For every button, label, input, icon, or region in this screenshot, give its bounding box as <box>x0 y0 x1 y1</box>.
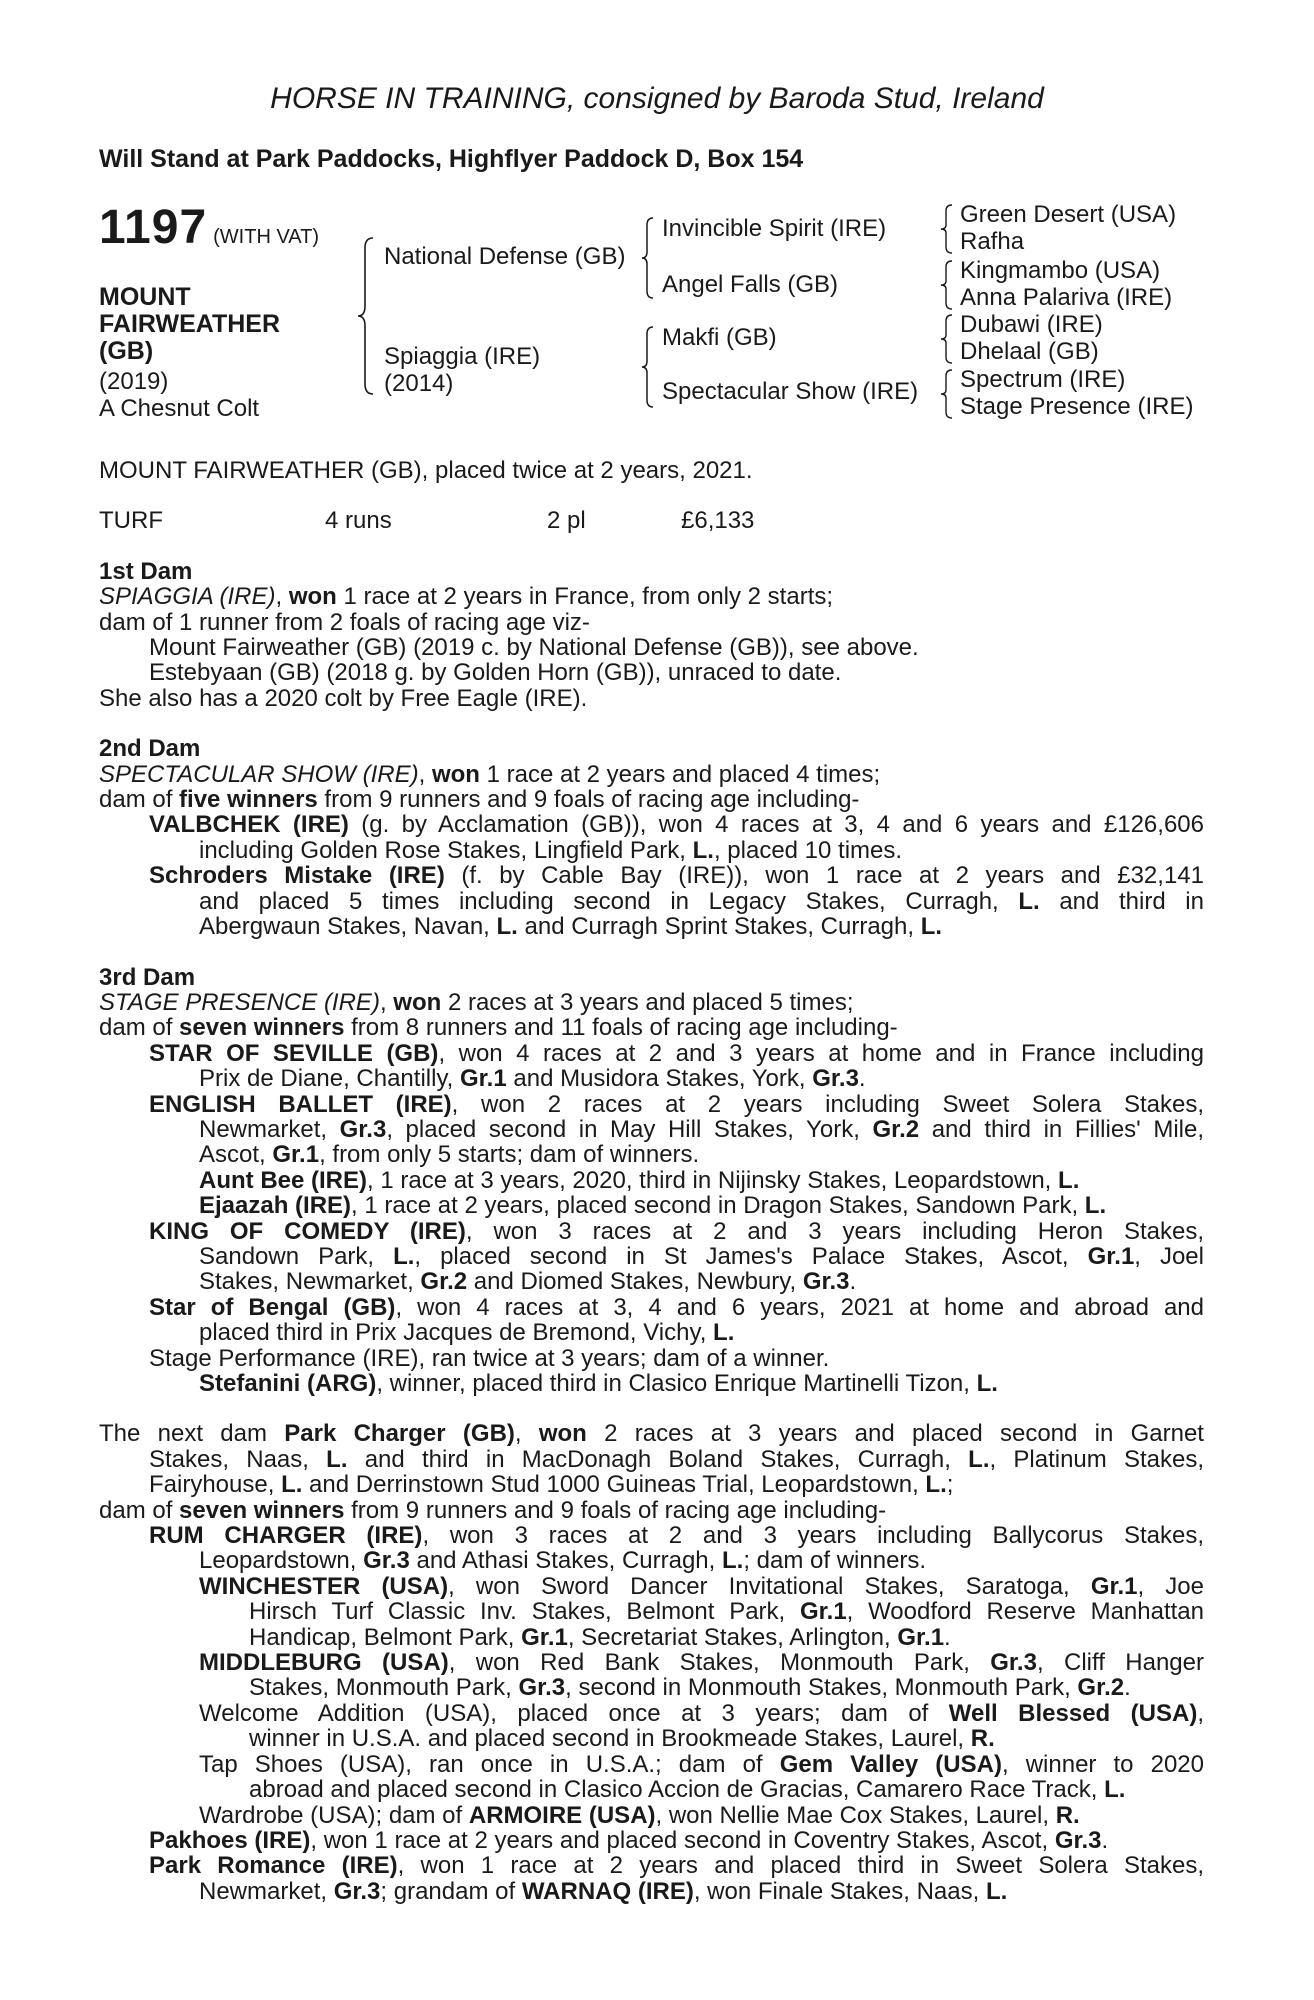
text: ARMOIRE (USA) <box>468 1801 656 1829</box>
text: from 8 runners and 11 foals of racing age including- <box>344 1014 898 1042</box>
text: dam of <box>99 1496 180 1524</box>
pedigree-brace-sire <box>640 216 656 300</box>
text: L. <box>976 1370 998 1397</box>
dam2-produce <box>99 863 1204 888</box>
text: Hirsch Turf Classic Inv. Stakes, Belmont Park, <box>249 1598 800 1626</box>
text: . <box>1124 1674 1131 1702</box>
text: L. <box>692 836 714 864</box>
text: . <box>944 1623 951 1651</box>
text: Gr.2 <box>420 1268 468 1296</box>
dam1-line: She also has a 2020 colt by Free Eagle (IRE). <box>99 684 588 712</box>
text: , placed second in May Hill Stakes, York, <box>386 1115 873 1143</box>
text: Star of Bengal (GB) <box>149 1293 396 1321</box>
pedigree-ssd: Rafha <box>960 228 1025 255</box>
text: , <box>275 583 289 611</box>
race-summary: MOUNT FAIRWEATHER (GB), placed twice at 2 years, 2021. <box>99 457 753 484</box>
pedigree-ds: Makfi (GB) <box>662 324 777 351</box>
pedigree-brace-dam <box>640 325 656 409</box>
text: , won Sword Dancer Invitational Stakes, Saratoga, <box>448 1572 1091 1600</box>
dam1-line: dam of 1 runner from 2 foals of racing age viz- <box>99 608 590 636</box>
text: won <box>538 1420 587 1448</box>
text: Gr.2 <box>1077 1674 1125 1702</box>
text: , 1 race at 3 years, 2020, third in Nijinsky Stakes, Leopardstown, <box>367 1166 1059 1194</box>
pedigree-brace-main <box>355 236 377 396</box>
text: , won 1 race at 2 years and placed second in Coventry Stakes, Ascot, <box>310 1826 1055 1854</box>
dam4-line <box>99 1421 1204 1446</box>
dam3-produce: Stage Performance (IRE), ran twice at 3 years; dam of a winner. <box>149 1344 830 1372</box>
text: Gr.3 <box>518 1674 566 1702</box>
text: L. <box>1018 887 1040 915</box>
text: , won Finale Stakes, Naas, <box>693 1877 986 1905</box>
dam3-produce <box>99 1117 1204 1142</box>
dam3-produce <box>99 1219 1204 1244</box>
dam3-produce <box>99 1066 1204 1091</box>
text: Wardrobe (USA); dam of <box>199 1801 469 1829</box>
text: dam of <box>99 1014 180 1042</box>
text: Schroders Mistake (IRE) <box>149 862 445 890</box>
text: Leopardstown, <box>199 1547 364 1575</box>
text: , placed second in St James's Palace Stakes, Ascot, <box>414 1242 1088 1270</box>
text: L. <box>281 1471 303 1499</box>
text: Gr.1 <box>897 1623 945 1651</box>
text: Gr.1 <box>1090 1572 1138 1600</box>
dam1-heading: 1st Dam <box>99 557 193 585</box>
dam2-produce <box>99 838 1204 863</box>
pedigree-sire: National Defense (GB) <box>384 243 626 270</box>
text: L. <box>985 1877 1008 1905</box>
text: , second in Monmouth Stakes, Monmouth Park, <box>565 1674 1078 1702</box>
text: and third in <box>1039 887 1204 915</box>
text: five winners <box>179 786 318 814</box>
lot-number-block <box>99 200 319 255</box>
pedigree-dss: Dubawi (IRE) <box>960 311 1103 338</box>
text: L. <box>1104 1776 1126 1804</box>
text: and Athasi Stakes, Curragh, <box>409 1547 722 1575</box>
text: MIDDLEBURG (USA) <box>199 1649 449 1677</box>
text: , won Nellie Mae Cox Stakes, Laurel, <box>655 1801 1056 1829</box>
text: 1 race at 2 years in France, from only 2 starts; <box>336 583 834 611</box>
dam4-line <box>99 1498 1204 1523</box>
stand-location: Will Stand at Park Paddocks, Highflyer Paddock D, Box 154 <box>99 145 804 173</box>
text: , won 4 races at 2 and 3 years at home and in France including <box>438 1039 1205 1067</box>
pedigree-sss: Green Desert (USA) <box>960 201 1177 228</box>
text: Ascot, <box>199 1141 273 1169</box>
text: STAR OF SEVILLE (GB) <box>149 1039 439 1067</box>
dam3-line <box>99 990 1204 1015</box>
page-title: HORSE IN TRAINING, consigned by Baroda Stud, Ireland <box>270 82 1044 115</box>
text: Well Blessed (USA) <box>948 1699 1198 1727</box>
text: and Derrinstown Stud 1000 Guineas Trial, Leopardstown, <box>302 1471 926 1499</box>
pedigree-brace-ds <box>940 313 954 365</box>
dam3-produce <box>99 1269 1204 1294</box>
text: Sandown Park, <box>199 1242 394 1270</box>
text: seven winners <box>179 1014 345 1042</box>
text: placed third in Prix Jacques de Bremond, Vichy, <box>199 1319 714 1347</box>
dam4-produce <box>99 1599 1204 1624</box>
pedigree-sdd: Anna Palariva (IRE) <box>960 284 1173 311</box>
dam4-produce <box>99 1675 1204 1700</box>
dam-name: SPIAGGIA (IRE) <box>99 583 276 611</box>
pedigree-brace-dd <box>940 368 954 420</box>
text: , placed 10 times. <box>713 836 903 864</box>
pedigree-dam: Spiaggia (IRE) <box>384 343 541 370</box>
text: ; grandam of <box>380 1877 522 1905</box>
text: Ejaazah (IRE) <box>199 1192 352 1220</box>
dam4-produce <box>99 1777 1204 1802</box>
text: , Joel <box>1134 1242 1204 1270</box>
text: L. <box>925 1471 947 1499</box>
text: Handicap, Belmont Park, <box>249 1623 522 1651</box>
dam4-produce <box>99 1701 1204 1726</box>
text: , Cliff Hanger <box>1036 1649 1204 1677</box>
text: The next dam <box>99 1420 285 1448</box>
dam3-produce <box>99 1244 1204 1269</box>
text: VALBCHEK (IRE) <box>149 811 349 839</box>
dam-name: STAGE PRESENCE (IRE) <box>99 988 380 1016</box>
dam3-produce <box>99 1142 1204 1167</box>
pedigree-dds: Spectrum (IRE) <box>960 366 1126 393</box>
text: won <box>393 988 442 1016</box>
record-surface: TURF <box>99 507 163 535</box>
dam3-produce <box>99 1193 1204 1218</box>
text: seven winners <box>179 1496 345 1524</box>
text: Tap Shoes (USA), ran once in U.S.A.; dam of <box>199 1750 780 1778</box>
text: and Diomed Stakes, Newbury, <box>467 1268 803 1296</box>
dam4-produce <box>99 1828 1204 1853</box>
dam3-produce <box>99 1295 1204 1320</box>
text: from 9 runners and 9 foals of racing age including- <box>317 786 860 814</box>
text: dam of <box>99 786 180 814</box>
text: , Platinum Stakes, <box>989 1445 1205 1473</box>
horse-name-line: FAIRWEATHER <box>99 310 281 338</box>
record-placed: 2 pl <box>547 507 586 535</box>
text: , Joe <box>1137 1572 1205 1600</box>
dam4-line <box>99 1447 1204 1472</box>
race-record <box>99 508 1204 533</box>
text: , <box>514 1420 539 1448</box>
pedigree-dd: Spectacular Show (IRE) <box>662 378 919 405</box>
text: Newmarket, <box>199 1115 340 1143</box>
text: WINCHESTER (USA) <box>199 1572 449 1600</box>
dam4-produce <box>99 1726 1204 1751</box>
dam3-produce <box>99 1041 1204 1066</box>
text: RUM CHARGER (IRE) <box>149 1522 423 1550</box>
text: 2 races at 3 years and placed second in Garnet <box>586 1420 1204 1448</box>
dam1-line <box>99 584 1204 609</box>
text: , won 3 races at 2 and 3 years including Ballycorus Stakes, <box>422 1522 1205 1550</box>
text: and Musidora Stakes, York, <box>506 1065 813 1093</box>
dam1-produce: Estebyaan (GB) (2018 g. by Golden Horn (GB)), unraced to date. <box>149 659 842 687</box>
text: and placed 5 times including second in Legacy Stakes, Curragh, <box>199 887 1019 915</box>
text: , winner, placed third in Clasico Enrique Martinelli Tizon, <box>376 1370 977 1397</box>
dam2-produce <box>99 914 1204 939</box>
text: Park Charger (GB) <box>284 1420 515 1448</box>
text: . <box>1101 1826 1109 1854</box>
record-runs: 4 runs <box>325 507 392 535</box>
dam2-heading: 2nd Dam <box>99 735 201 763</box>
text: Gr.3 <box>1054 1826 1102 1854</box>
text: and third in MacDonagh Boland Stakes, Curragh, <box>347 1445 969 1473</box>
text: Park Romance (IRE) <box>149 1852 398 1880</box>
dam2-produce <box>99 889 1204 914</box>
pedigree-dam-year: (2014) <box>384 370 454 397</box>
text: Stakes, Monmouth Park, <box>249 1674 519 1702</box>
text: Gr.1 <box>1087 1242 1135 1270</box>
dam1-produce: Mount Fairweather (GB) (2019 c. by National Defense (GB)), see above. <box>149 634 919 662</box>
text: Gr.3 <box>802 1268 850 1296</box>
text: , <box>1197 1699 1204 1727</box>
text: Stakes, Naas, <box>149 1445 327 1473</box>
text: ; <box>946 1471 954 1499</box>
dam4-produce <box>99 1879 1204 1904</box>
text: , <box>418 760 432 788</box>
text: . <box>858 1065 866 1093</box>
dam3-line <box>99 1015 1204 1040</box>
text: . <box>849 1268 857 1296</box>
pedigree-dsd: Dhelaal (GB) <box>960 338 1099 365</box>
text: WARNAQ (IRE) <box>521 1877 694 1905</box>
dam4-produce <box>99 1523 1204 1548</box>
text: winner in U.S.A. and placed second in Brookmeade Stakes, Laurel, <box>249 1725 971 1753</box>
text: L. <box>920 913 943 941</box>
text: , won Red Bank Stakes, Monmouth Park, <box>448 1649 991 1677</box>
text: ENGLISH BALLET (IRE) <box>149 1090 452 1118</box>
text: won <box>288 583 337 611</box>
dam4-produce <box>99 1574 1204 1599</box>
text: , Woodford Reserve Manhattan <box>846 1598 1204 1626</box>
dam3-produce <box>99 1092 1204 1117</box>
text: , won 1 race at 2 years and placed third in Sweet Solera Stakes, <box>397 1852 1205 1880</box>
dam4-produce <box>99 1803 1204 1828</box>
dam4-produce <box>99 1625 1204 1650</box>
text: L. <box>1084 1192 1107 1220</box>
text: Gr.1 <box>272 1141 320 1169</box>
horse-name-line: (GB) <box>99 337 154 365</box>
text: Gr.3 <box>812 1065 859 1093</box>
dam2-line <box>99 787 1204 812</box>
text: , won 2 races at 2 years including Sweet Solera Stakes, <box>451 1090 1205 1118</box>
text: , won 4 races at 3, 4 and 6 years, 2021 at home and abroad and <box>395 1293 1204 1321</box>
text: Stefanini (ARG) <box>199 1370 377 1397</box>
text: Fairyhouse, <box>149 1471 282 1499</box>
text: 2 races at 3 years and placed 5 times; <box>441 988 854 1016</box>
record-earnings: £6,133 <box>681 507 755 535</box>
text: Gr.3 <box>363 1547 410 1575</box>
dam3-produce <box>99 1320 1204 1345</box>
dam4-produce <box>99 1650 1204 1675</box>
text: Welcome Addition (USA), placed once at 3 years; dam of <box>199 1699 949 1727</box>
text: and third in Fillies' Mile, <box>919 1115 1205 1143</box>
lot-number: 1197 <box>99 201 208 254</box>
text: L. <box>496 913 518 941</box>
dam2-line <box>99 762 1204 787</box>
text: Pakhoes (IRE) <box>149 1826 311 1854</box>
pedigree-brace-sd <box>940 259 954 311</box>
text: L. <box>722 1547 744 1575</box>
text: L. <box>326 1445 348 1473</box>
text: Stakes, Newmarket, <box>199 1268 421 1296</box>
text: L. <box>1058 1166 1080 1194</box>
horse-meta <box>99 368 259 422</box>
text: ; dam of winners. <box>743 1547 927 1575</box>
dam2-produce <box>99 812 1204 837</box>
text: Gr.1 <box>521 1623 568 1651</box>
text: Gr.3 <box>339 1115 387 1143</box>
dam3-produce <box>99 1168 1204 1193</box>
text: Gr.2 <box>872 1115 920 1143</box>
text: L. <box>713 1319 735 1347</box>
horse-name <box>99 284 280 365</box>
text: (f. by Cable Bay (IRE)), won 1 race at 2 years and £32,141 <box>444 862 1204 890</box>
text: L. <box>393 1242 415 1270</box>
dam-name: SPECTACULAR SHOW (IRE) <box>99 760 419 788</box>
text: Newmarket, <box>199 1877 334 1905</box>
text: Gr.1 <box>799 1598 847 1626</box>
dam4-produce <box>99 1853 1204 1878</box>
foaling-year: (2019) <box>99 368 169 395</box>
text: Gr.3 <box>990 1649 1037 1677</box>
text: L. <box>968 1445 990 1473</box>
vat-note: (WITH VAT) <box>213 226 320 248</box>
pedigree-sds: Kingmambo (USA) <box>960 257 1161 284</box>
text: , 1 race at 2 years, placed second in Dragon Stakes, Sandown Park, <box>351 1192 1085 1220</box>
horse-name-line: MOUNT <box>99 283 191 311</box>
text: from 9 runners and 9 foals of racing age including- <box>344 1496 887 1524</box>
dam4-line <box>99 1472 1204 1497</box>
text: Abergwaun Stakes, Navan, <box>199 913 497 941</box>
text: Gr.3 <box>333 1877 381 1905</box>
pedigree-ddd: Stage Presence (IRE) <box>960 393 1194 420</box>
text: KING OF COMEDY (IRE) <box>149 1217 466 1245</box>
pedigree-sd: Angel Falls (GB) <box>662 271 839 298</box>
text: and Curragh Sprint Stakes, Curragh, <box>517 913 921 941</box>
text: including Golden Rose Stakes, Lingfield Park, <box>199 836 693 864</box>
text: Aunt Bee (IRE) <box>199 1166 367 1194</box>
text: , won 3 races at 2 and 3 years including Heron Stakes, <box>465 1217 1204 1245</box>
pedigree-ss: Invincible Spirit (IRE) <box>662 215 887 242</box>
catalogue-body <box>99 458 1204 1904</box>
text: , winner to 2020 <box>1001 1750 1204 1778</box>
text: R. <box>970 1725 995 1753</box>
text: , Secretariat Stakes, Arlington, <box>567 1623 898 1651</box>
text: Prix de Diane, Chantilly, <box>199 1065 460 1093</box>
text: Gr.1 <box>460 1065 507 1093</box>
text: won <box>431 760 480 788</box>
text: , from only 5 starts; dam of winners. <box>319 1141 700 1169</box>
dam4-produce <box>99 1752 1204 1777</box>
dam4-produce <box>99 1548 1204 1573</box>
text: (g. by Acclamation (GB)), won 4 races at 3, 4 and 6 years and £126,606 <box>348 811 1204 839</box>
horse-description: A Chesnut Colt <box>99 395 260 422</box>
pedigree-brace-ss <box>940 203 954 255</box>
dam3-heading: 3rd Dam <box>99 963 196 991</box>
text: , <box>379 988 394 1016</box>
text: Gem Valley (USA) <box>779 1750 1002 1778</box>
text: abroad and placed second in Clasico Accion de Gracias, Camarero Race Track, <box>249 1776 1105 1804</box>
dam3-produce <box>99 1371 1204 1396</box>
text: R. <box>1055 1801 1080 1829</box>
text: 1 race at 2 years and placed 4 times; <box>479 760 881 788</box>
